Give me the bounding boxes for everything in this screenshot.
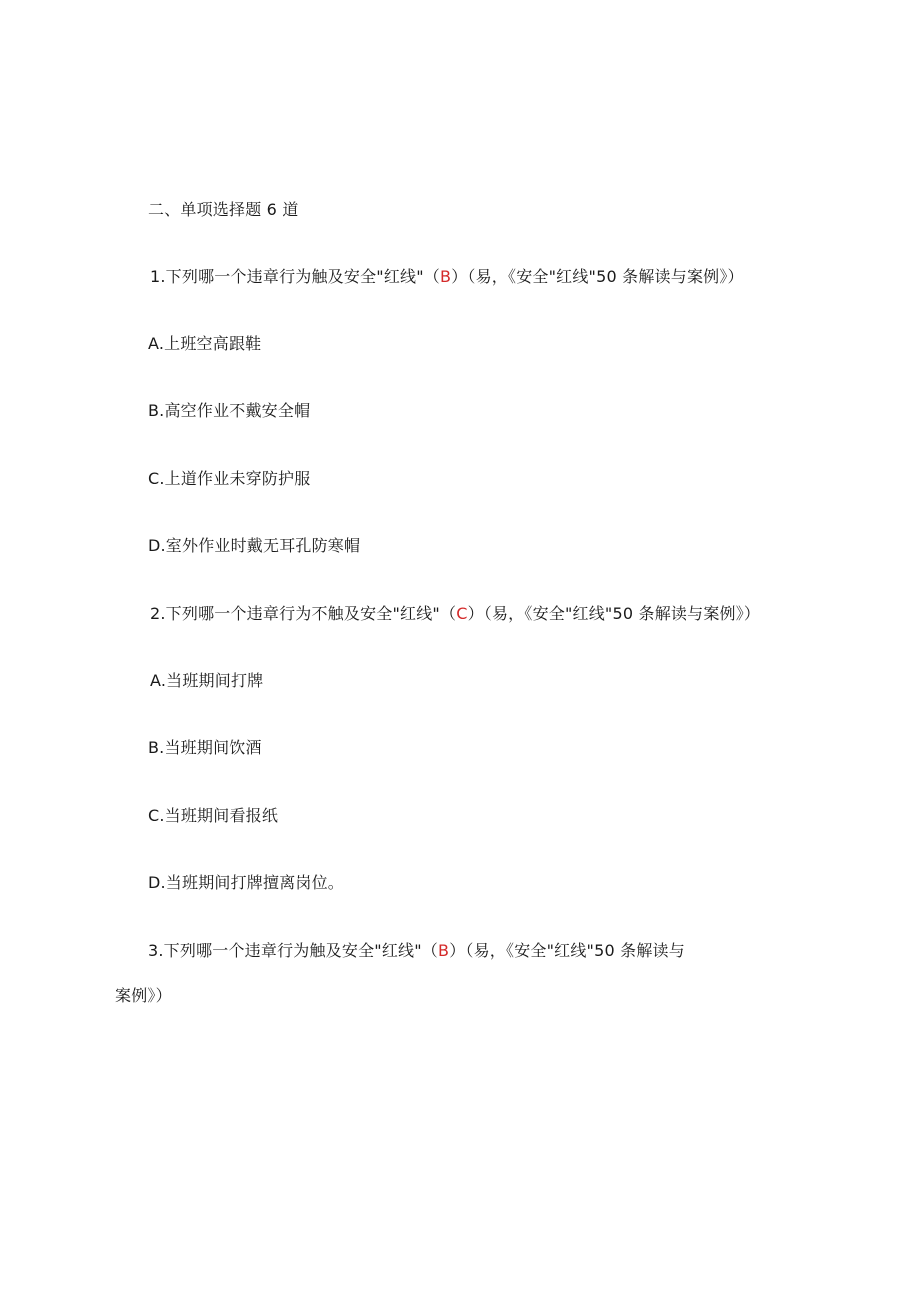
question-2-option-c: C.当班期间看报纸 <box>148 806 279 825</box>
question-2-option-a: A.当班期间打牌 <box>150 671 264 690</box>
question-2-stem-before: 2.下列哪一个违章行为不触及安全"红线"（ <box>150 604 457 623</box>
question-2-stem-after: ）（易，《安全"红线"50 条解读与案例》） <box>467 604 761 623</box>
question-1-option-d: D.室外作业时戴无耳孔防寒帽 <box>148 536 361 555</box>
question-2-option-d: D.当班期间打牌擅离岗位。 <box>148 873 345 892</box>
question-3-answer: B <box>438 941 450 960</box>
question-3-stem-before: 3.下列哪一个违章行为触及安全"红线"（ <box>148 941 438 960</box>
question-3-stem-after: ）（易，《安全"红线"50 条解读与 <box>449 941 685 960</box>
question-1-option-b: B.高空作业不戴安全帽 <box>148 401 311 420</box>
question-3-stem <box>148 940 685 962</box>
question-1-stem-after: ）（易，《安全"红线"50 条解读与案例》） <box>451 267 744 286</box>
question-1-option-a: A.上班空高跟鞋 <box>148 334 262 353</box>
question-2-option-b: B.当班期间饮酒 <box>148 738 262 757</box>
section-title: 二、单项选择题 6 道 <box>148 200 299 219</box>
question-2-answer: C <box>456 604 468 623</box>
question-2-stem <box>150 603 760 625</box>
question-1-option-c: C.上道作业未穿防护服 <box>148 469 311 488</box>
question-3-stem-continued: 案例》） <box>115 986 172 1005</box>
question-1-stem-before: 1.下列哪一个违章行为触及安全"红线"（ <box>150 267 440 286</box>
question-1-answer: B <box>440 267 452 286</box>
question-1-stem <box>150 266 744 288</box>
